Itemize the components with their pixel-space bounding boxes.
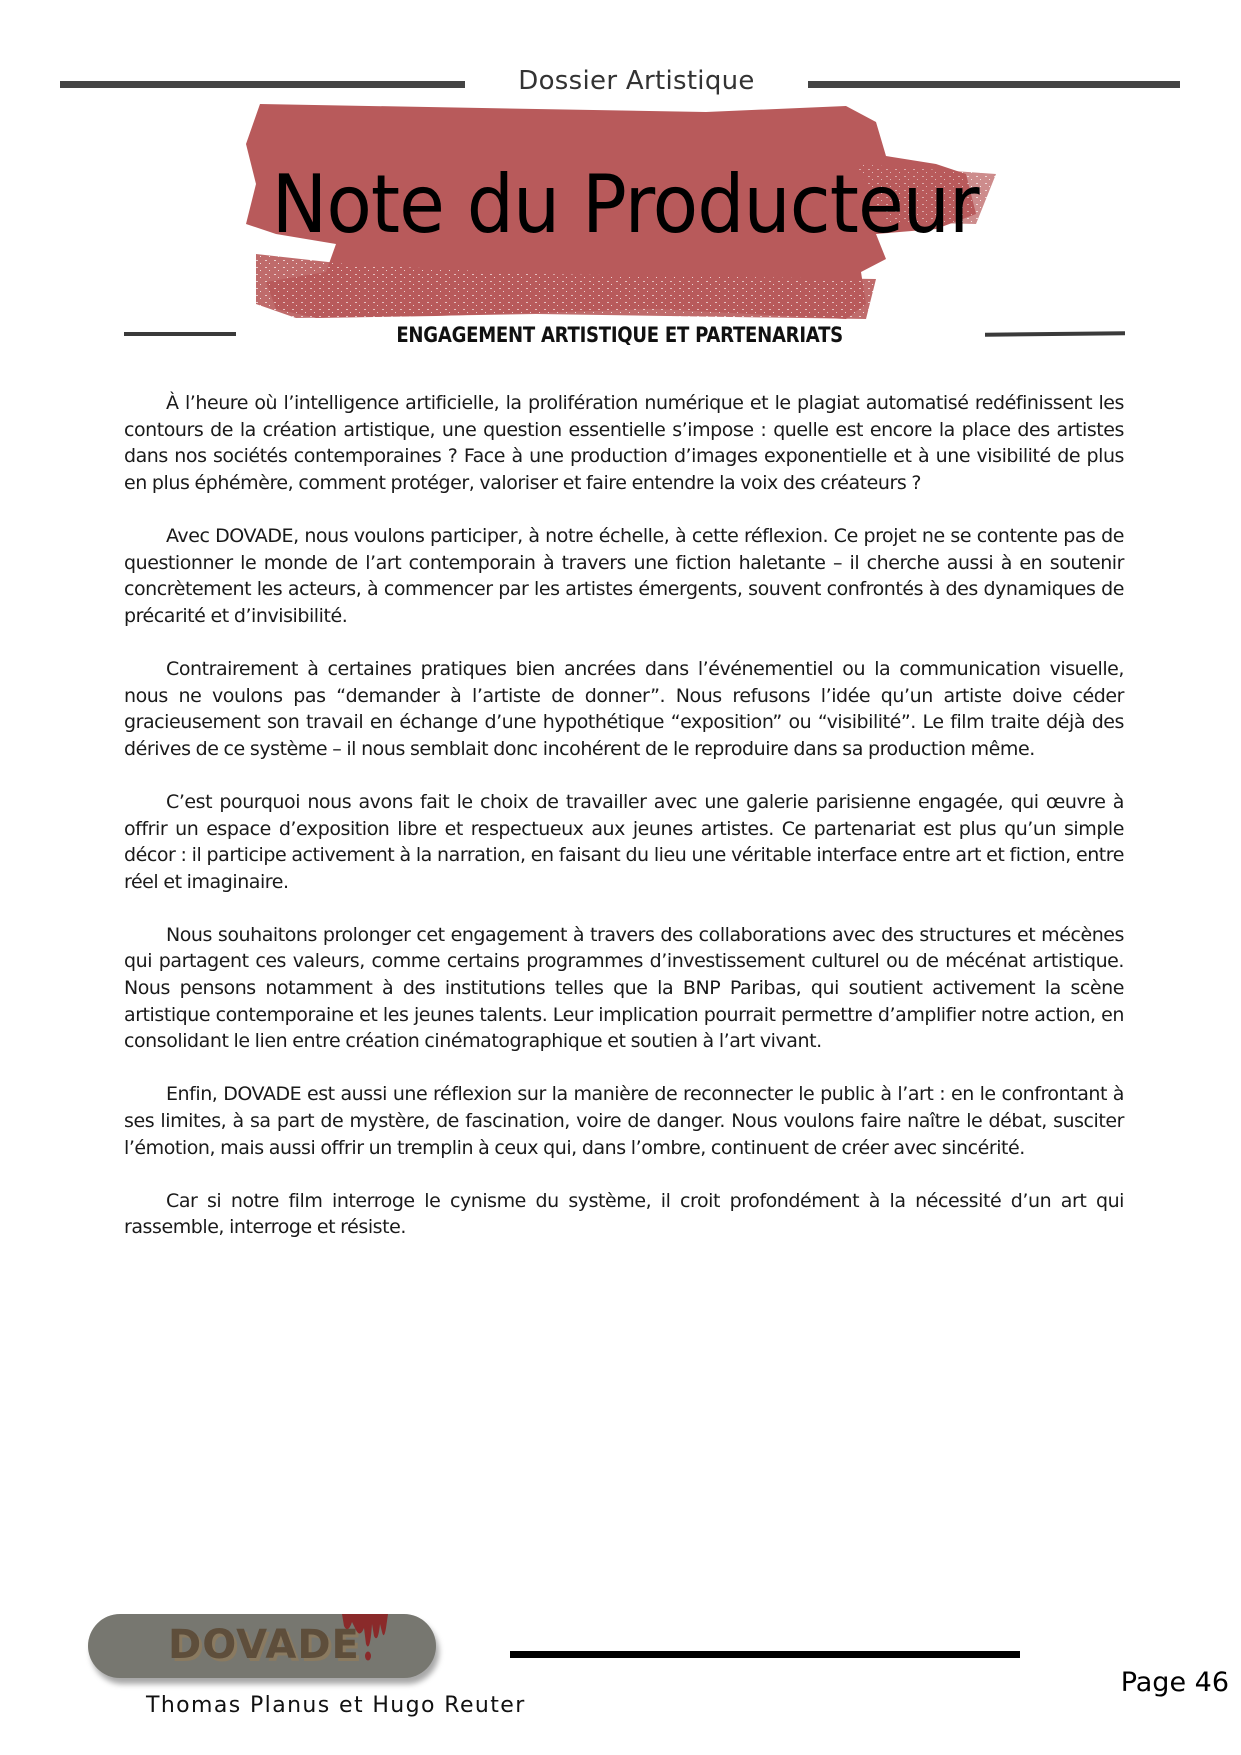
paragraph-5: Nous souhaitons prolonger cet engagement à travers des collaborations avec des structures et mécènes qui partagent ces valeurs, comme certains programmes d’investissement culturel ou de mécénat artistique. Nous pensons notamment à des institutions telles que la BNP Paribas, qui soutient activement la scène artistique contemporaine et les jeunes talents. Leur implication pourrait permettre d’amplifier notre action, en consolidant le lien entre création cinématographique et soutien à l’art vivant.	[124, 923, 1124, 1053]
header-rule-left	[60, 81, 465, 88]
header-label: Dossier Artistique	[518, 66, 755, 96]
authors: Thomas Planus et Hugo Reuter	[146, 1693, 526, 1718]
paragraph-6: Enfin, DOVADE est aussi une réflexion sur la manière de reconnecter le public à l’art : en le confrontant à ses limites, à sa part de mystère, de fascination, voire de danger. Nous voulons faire naître le débat, susciter l’émotion, mais aussi offrir un tremplin à ceux qui, dans l’ombre, continuent de créer avec sincérité.	[124, 1083, 1124, 1159]
paragraph-1: À l’heure où l’intelligence artificielle, la prolifération numérique et le plagiat automatisé redéfinissent les contours de la création artistique, une question essentielle s’impose : quelle est encore la place des artistes dans nos sociétés contemporaines ? Face à une production d’images exponentielle et à une visibilité de plus en plus éphémère, comment protéger, valoriser et faire entendre la voix des créateurs ?	[124, 392, 1124, 494]
page-subtitle: ENGAGEMENT ARTISTIQUE ET PARTENARIATS	[396, 323, 844, 347]
page-title: Note du Producteur	[271, 158, 979, 251]
paragraph-7: Car si notre film interroge le cynisme du système, il croit profondément à la nécessité d’un art qui rassemble, interroge et résiste.	[124, 1189, 1124, 1239]
logo-text: DOVADE	[168, 1622, 360, 1668]
blood-drip-icon	[338, 1614, 390, 1662]
body-text	[124, 390, 1124, 1268]
page-number: Page 46	[1120, 1667, 1229, 1698]
paragraph-3: Contrairement à certaines pratiques bien ancrées dans l’événementiel ou la communication visuelle, nous ne voulons pas “demander à l’artiste de donner”. Nous refusons l’idée qu’un artiste doive céder gracieusement son travail en échange d’une hypothétique “exposition” ou “visibilité”. Le film traite déjà des dérives de ce système – il nous semblait donc incohérent de le reproduire dans sa production même.	[124, 657, 1124, 760]
paragraph-4: C’est pourquoi nous avons fait le choix de travailler avec une galerie parisienne engagée, qui œuvre à offrir un espace d’exposition libre et respectueux aux jeunes artistes. Ce partenariat est plus qu’un simple décor : il participe activement à la narration, en faisant du lieu une véritable interface entre art et fiction, entre réel et imaginaire.	[124, 790, 1124, 893]
subtitle-rule-left	[124, 332, 236, 336]
dovade-logo	[88, 1614, 436, 1678]
header-rule-right	[808, 81, 1180, 88]
subtitle-rule-right	[985, 331, 1125, 336]
paragraph-2: Avec DOVADE, nous voulons participer, à notre échelle, à cette réflexion. Ce projet ne se contente pas de questionner le monde de l’art contemporain à travers une fiction haletante – il cherche aussi à en soutenir concrètement les acteurs, à commencer par les artistes émergents, souvent confrontés à des dynamiques de précarité et d’invisibilité.	[124, 524, 1124, 627]
footer-rule	[510, 1651, 1020, 1658]
